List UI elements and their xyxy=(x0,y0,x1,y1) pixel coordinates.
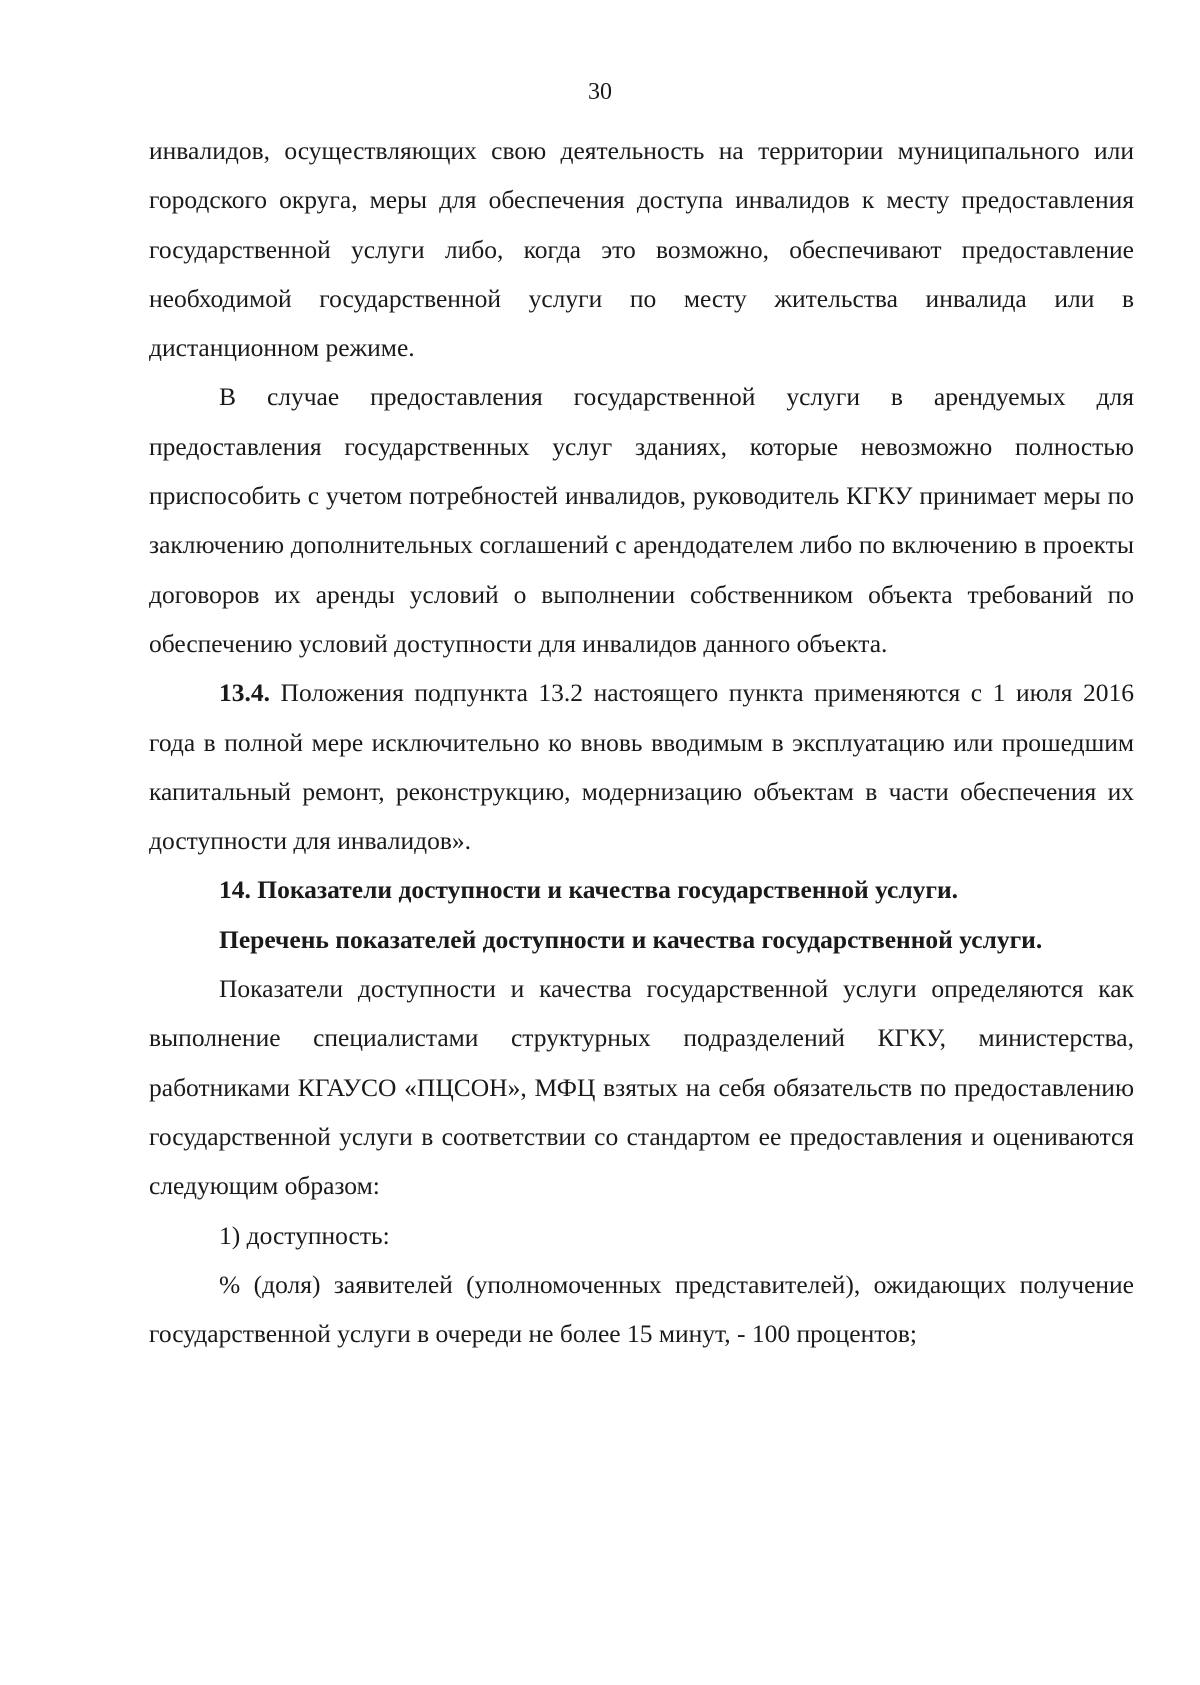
clause-number: 13.4. xyxy=(219,678,270,708)
section-heading-14: 14. Показатели доступности и качества государственной услуги. xyxy=(219,875,959,905)
paragraph-13-4 xyxy=(149,668,1134,865)
paragraph-continued: инвалидов, осуществляющих свою деятельность на территории муниципального или городского округа, меры для обеспечения доступа инвалидов к месту предоставления государственной услуги либо, когда это возможно, обеспечивают предоставление необходимой государственной услуги по месту жительства инвалида или в дистанционном режиме. xyxy=(149,136,1134,363)
list-item-accessibility: 1) доступность: xyxy=(219,1220,390,1250)
document-body xyxy=(149,126,1134,1358)
paragraph-queue-share: % (доля) заявителей (уполномоченных представителей), ожидающих получение государственной услуги в очереди не более 15 минут, - 100 процентов; xyxy=(149,1269,1134,1349)
clause-text: Положения подпункта 13.2 настоящего пункта применяются с 1 июля 2016 года в полной мере исключительно ко вновь вводимым в эксплуатацию или прошедшим капитальный ремонт, реконструкцию, модернизацию объектам в части обеспечения их доступности для инвалидов». xyxy=(149,678,1134,856)
subsection-heading-list: Перечень показателей доступности и качества государственной услуги. xyxy=(219,924,1043,954)
paragraph-indicators: Показатели доступности и качества государственной услуги определяются как выполнение специалистами структурных подразделений КГКУ, министерства, работниками КГАУСО «ПЦСОН», МФЦ взятых на себя обязательств по предоставлению государственной услуги в соответствии со стандартом ее предоставления и оцениваются следующим образом: xyxy=(149,974,1134,1201)
page-number: 30 xyxy=(588,79,612,105)
paragraph-leased-buildings: В случае предоставления государственной услуги в арендуемых для предоставления государственных услуг зданиях, которые невозможно полностью приспособить с учетом потребностей инвалидов, руководитель КГКУ принимает меры по заключению дополнительных соглашений с арендодателем либо по включению в проекты договоров их аренды условий о выполнении собственником объекта требований по обеспечению условий доступности для инвалидов данного объекта. xyxy=(149,382,1134,658)
